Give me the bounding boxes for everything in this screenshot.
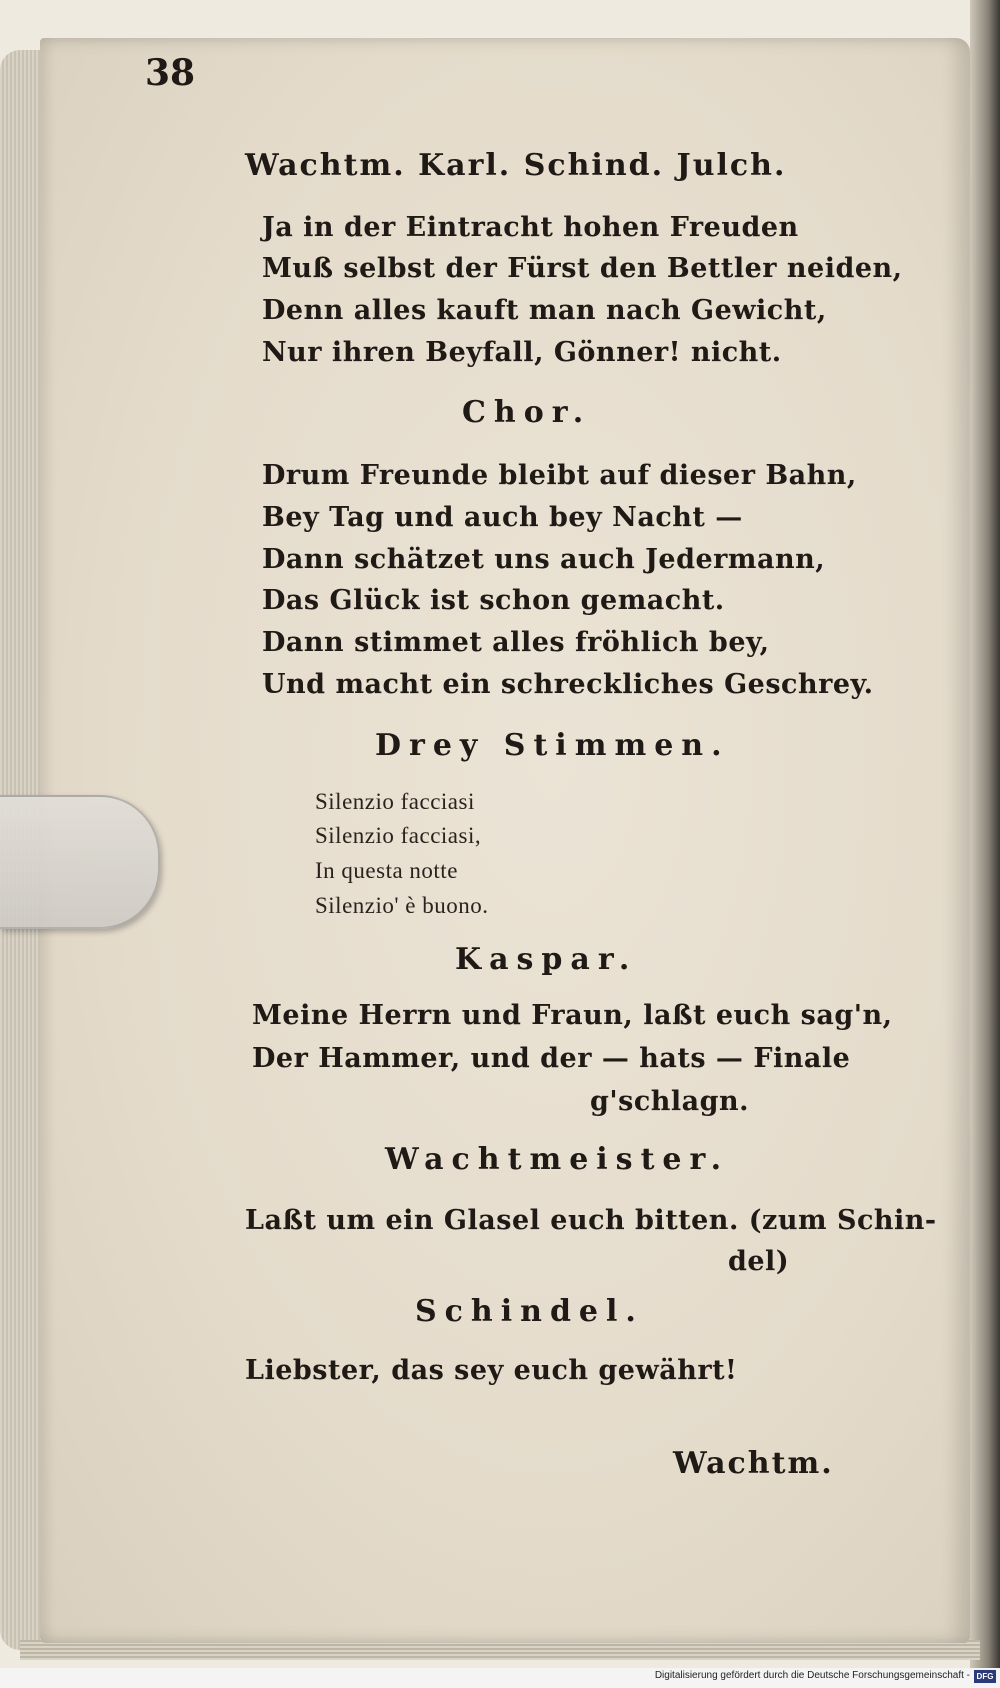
verse-line: Denn alles kauft man nach Gewicht, [262,295,827,326]
dfg-logo: DFG [974,1670,996,1683]
speaker-heading: Schindel. [415,1294,644,1329]
verse-line: Ja in der Eintracht hohen Freuden [262,212,799,243]
verse-line: Laßt um ein Glasel euch bitten. (zum Schin- [245,1205,937,1236]
page-edges-right [970,0,1000,1688]
verse-line: Meine Herrn und Fraun, laßt euch sag'n, [252,1000,893,1031]
verse-line: Der Hammer, und der — hats — Finale [252,1043,851,1074]
page-clip [0,795,160,929]
footer-credit: Digitalisierung gefördert durch die Deutsche Forschungsgemeinschaft - [654,1670,970,1681]
verse-line: Silenzio facciasi [315,789,475,814]
verse-line: Silenzio' è buono. [315,893,489,918]
speaker-heading: Wachtm. Karl. Schind. Julch. [245,148,787,183]
speaker-heading: Kaspar. [455,942,638,977]
verse-line: Liebster, das sey euch gewährt! [245,1355,738,1386]
verse-line: Drum Freunde bleibt auf dieser Bahn, [262,460,857,491]
verse-line: Das Glück ist schon gemacht. [262,585,725,616]
speaker-heading: Wachtmeister. [385,1142,730,1177]
verse-line: Dann stimmet alles fröhlich bey, [262,627,770,658]
page-number: 38 [145,52,196,94]
verse-line: Muß selbst der Fürst den Bettler neiden, [262,253,903,284]
verse-line: Silenzio facciasi, [315,823,482,848]
catchword: Wachtm. [673,1446,834,1481]
verse-line: g'schlagn. [590,1086,750,1117]
speaker-heading: Drey Stimmen. [375,728,730,763]
page-edges-bottom [20,1640,980,1660]
verse-line: Bey Tag und auch bey Nacht — [262,502,743,533]
verse-line: In questa notte [315,858,458,883]
verse-line: Dann schätzet uns auch Jedermann, [262,544,826,575]
verse-line: Nur ihren Beyfall, Gönner! nicht. [262,337,782,368]
verse-line: Und macht ein schreckliches Geschrey. [262,669,874,700]
verse-line: del) [728,1246,790,1277]
speaker-heading: Chor. [462,395,592,430]
